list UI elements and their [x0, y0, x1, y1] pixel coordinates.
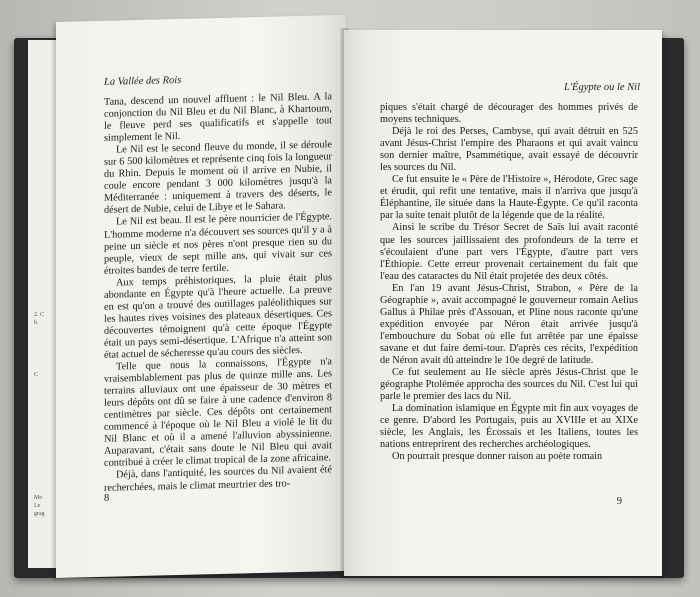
under-page-mark: grag — [34, 511, 45, 517]
paragraph: Le Nil est le second fleuve du monde, il se déroule sur 6 500 kilomètres et représente cinq fois la longueur du Rhin. Depuis le moment où il arrive en Nubie, il coule encore pendant 3 000 kilomètres jusqu'à la Méditerranée : uniquement à travers des déserts, le désert de Nubie, celui de Libye et le Sahara. — [104, 139, 332, 217]
paragraph: On pourrait presque donner raison au poète romain — [392, 451, 603, 463]
right-folio: 9 — [616, 496, 622, 507]
right-page-text — [380, 102, 638, 463]
paragraph: Aux temps préhistoriques, la pluie était plus abondante en Égypte qu'à l'heure actuelle. La preuve en est qu'on a trouvé des outillages paléolithiques sur les hautes rives voisines des plateaux désertiques. Ces découvertes témoignent qu'à cette époque l'Égypte était un pays semi-désertique. L'Afrique n'a atteint son état actuel de sécheresse qu'au cours des siècles. — [104, 271, 332, 361]
paragraph: En l'an 19 avant Jésus-Christ, Strabon, « Père de la Géographie », avait accompagné le gouverneur romain Aelius Gallus à Philae près d'Assouan, et Pline nous raconte qu'une expédition envoyée par Néron était arrivée jusqu'à l'embouchure du Sobat où elle fut arrêtée par une épaisse savane et dut faire demi-tour. D'après ces récits, l'expédition de Néron avait dû atteindre le 10e degré de latitude. — [380, 282, 638, 366]
left-page — [56, 15, 346, 578]
under-page-mark: 2. C — [34, 312, 45, 318]
paragraph: Ainsi le scribe du Trésor Secret de Saïs lui avait raconté que les sources jaillissaient des profondeurs de la terre et s'écoulaient d'une part vers l'Égypte, d'autre part vers l'Éthiopie. Cette erreur provenait certainement du fait que l'eau des cataractes du Nil était projetée des deux côtés. — [380, 222, 638, 282]
paragraph: piques s'était chargé de décourager des hommes privés de moyens techniques. — [380, 102, 638, 126]
right-running-head: L'Égypte ou le Nil — [563, 82, 640, 93]
paragraph: Ce fut seulement au IIe siècle après Jésus-Christ que le géographe Ptolémée approcha des sources du Nil. C'est lui qui parle le premier des lacs du Nil. — [380, 367, 638, 403]
paragraph: Déjà le roi des Perses, Cambyse, qui avait détruit en 525 avant Jésus-Christ l'empire des Pharaons et qui avait vaincu son dernier maître, Psammétique, avait essayé de découvrir les sources du Nil. — [380, 126, 638, 174]
under-page-mark: b. — [34, 320, 39, 326]
left-page-text — [104, 91, 332, 494]
under-page-mark: C — [34, 372, 39, 378]
paragraph: Ce fut ensuite le « Père de l'Histoire », Hérodote, Grec sage et érudit, qui refit une tentative, mais il n'arriva que jusqu'à Éléphantine, île située dans la Haute-Égypte. Ce qu'il raconta par la suite tenait plutôt de la légende que de la réalité. — [380, 174, 638, 222]
under-page-mark: Le — [34, 503, 41, 509]
paragraph: Déjà, dans l'antiquité, les sources du Nil avaient été recherchées, mais le climat meurtrier des tro- — [104, 464, 332, 494]
left-running-head: La Vallée des Rois — [104, 74, 182, 88]
right-page — [344, 30, 662, 576]
paragraph: La domination islamique en Égypte mit fin aux voyages de ce genre. D'abord les Portugais, puis au XVIIIe et au XIXe siècle, les Anglais, les Écossais et les Italiens, toutes les nations entreprirent des recherches archéologiques. — [380, 403, 638, 451]
under-page-mark: Mo — [34, 495, 43, 501]
left-folio: 8 — [104, 492, 110, 504]
paragraph: Tana, descend un nouvel affluent : le Nil Bleu. A la conjonction du Nil Bleu et du Nil Blanc, à Khartoum, le fleuve perd ses qualificatifs et s'appelle tout simplement le Nil. — [104, 91, 332, 144]
paragraph: Telle que nous la connaissons, l'Égypte n'a vraisemblablement pas plus de quinze mille ans. Les terrains alluviaux ont une épaisseur de 30 mètres et leurs dépôts ont dû se faire à une cadence d'environ 8 centimètres par siècle. Ces dépôts ont certainement commencé à l'époque où le Nil Bleu a violé le lit du Nil Blanc et où il a amené l'alluvion abyssinienne. Auparavant, c'était sans doute le Nil Bleu qui avait contribué à créer le climat tropical de la zone africaine. — [104, 356, 332, 470]
paragraph: Le Nil est beau. Il est le père nourricier de l'Égypte. L'homme moderne n'a découvert ses sources qu'il y a à peine un siècle et nos pères n'ont presque rien su du peuple, vieux de sept mille ans, qui vivait sur ces étroites bandes de terre fertile. — [104, 211, 332, 277]
